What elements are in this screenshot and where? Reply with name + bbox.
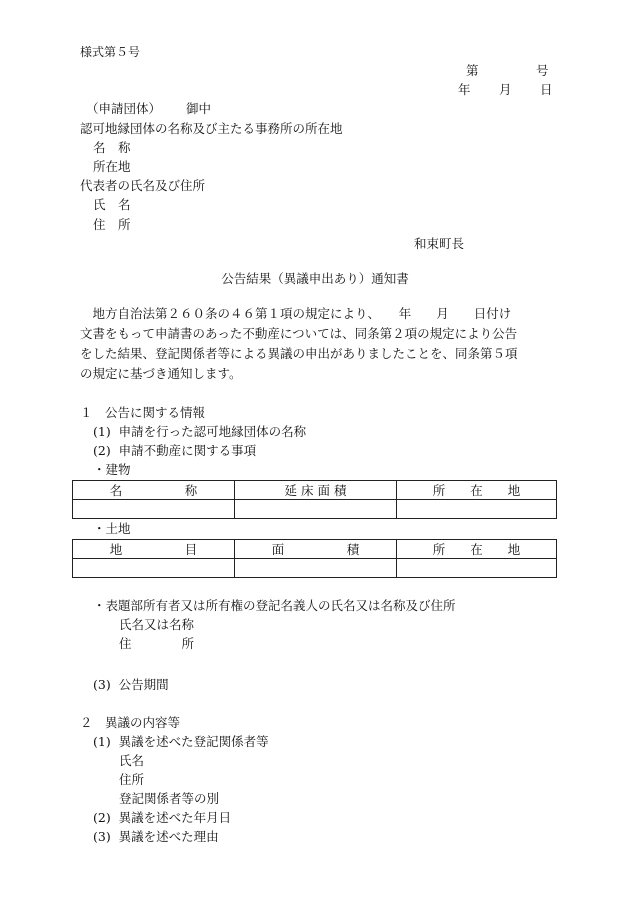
objector-address-label: 住所 xyxy=(119,772,145,787)
table-cell xyxy=(235,500,397,519)
owner-address-label: 住 所 xyxy=(119,636,195,651)
building-header-name: 名 称 xyxy=(73,481,235,500)
table-cell xyxy=(397,500,557,519)
table-header-row xyxy=(73,540,557,559)
land-header-area: 面 積 xyxy=(235,540,397,559)
section2-heading: ２ 異議の内容等 xyxy=(80,715,181,730)
section2-item2: (2) 異議を述べた年月日 xyxy=(93,810,232,825)
date-month: 月 xyxy=(499,82,512,97)
table-cell xyxy=(73,500,235,519)
doc-number-suffix: 号 xyxy=(536,63,549,78)
table-cell xyxy=(73,559,235,578)
document-title: 公告結果（異議申出あり）通知書 xyxy=(221,271,409,286)
section2-item3: (3) 異議を述べた理由 xyxy=(93,829,219,844)
land-header-category: 地 目 xyxy=(73,540,235,559)
rep-address-label: 住 所 xyxy=(93,217,131,232)
rep-heading: 代表者の氏名及び住所 xyxy=(80,178,206,193)
date-year: 年 xyxy=(458,82,471,97)
org-location-label: 所在地 xyxy=(93,159,131,174)
building-table xyxy=(72,480,557,519)
land-label: ・土地 xyxy=(93,521,131,536)
section1-heading: １ 公告に関する情報 xyxy=(80,405,206,420)
building-header-area: 延 床 面 積 xyxy=(235,481,397,500)
doc-number-prefix: 第 xyxy=(466,63,479,78)
table-cell xyxy=(235,559,397,578)
section1-item2: (2) 申請不動産に関する事項 xyxy=(93,443,257,458)
honorific: 御中 xyxy=(186,101,212,116)
table-cell xyxy=(397,559,557,578)
owner-line: ・表題部所有者又は所有権の登記名義人の氏名又は名称及び住所 xyxy=(93,598,456,613)
table-header-row xyxy=(73,481,557,500)
section2-item1: (1) 異議を述べた登記関係者等 xyxy=(93,734,269,749)
body-paragraph xyxy=(80,304,560,384)
building-label: ・建物 xyxy=(93,462,131,477)
applicant-label: （申請団体） xyxy=(86,101,162,116)
sender: 和束町長 xyxy=(414,236,465,251)
rep-name-label: 氏 名 xyxy=(93,197,131,212)
table-row xyxy=(73,500,557,519)
org-name-label: 名 称 xyxy=(93,140,131,155)
body-line: をした結果、登記関係者等による異議の申出がありましたことを、同条第５項 xyxy=(80,346,518,361)
section1-item1: (1) 申請を行った認可地縁団体の名称 xyxy=(93,424,307,439)
date-day: 日 xyxy=(540,82,553,97)
land-table xyxy=(72,539,557,578)
body-line: の規定に基づき通知します。 xyxy=(80,366,242,381)
org-heading: 認可地縁団体の名称及び主たる事務所の所在地 xyxy=(80,121,343,136)
body-line: 地方自治法第２６０条の４６第１項の規定により、 年 月 日付け xyxy=(80,306,512,321)
body-line: 文書をもって申請書のあった不動産については、同条第２項の規定により公告 xyxy=(80,326,518,341)
objector-name-label: 氏名 xyxy=(119,753,145,768)
table-row xyxy=(73,559,557,578)
building-header-location: 所 在 地 xyxy=(397,481,557,500)
form-number: 様式第５号 xyxy=(80,45,141,59)
owner-name-label: 氏名又は名称 xyxy=(119,617,195,632)
land-header-location: 所 在 地 xyxy=(397,540,557,559)
objector-category-label: 登記関係者等の別 xyxy=(119,791,220,806)
section1-item3: (3) 公告期間 xyxy=(93,677,169,692)
